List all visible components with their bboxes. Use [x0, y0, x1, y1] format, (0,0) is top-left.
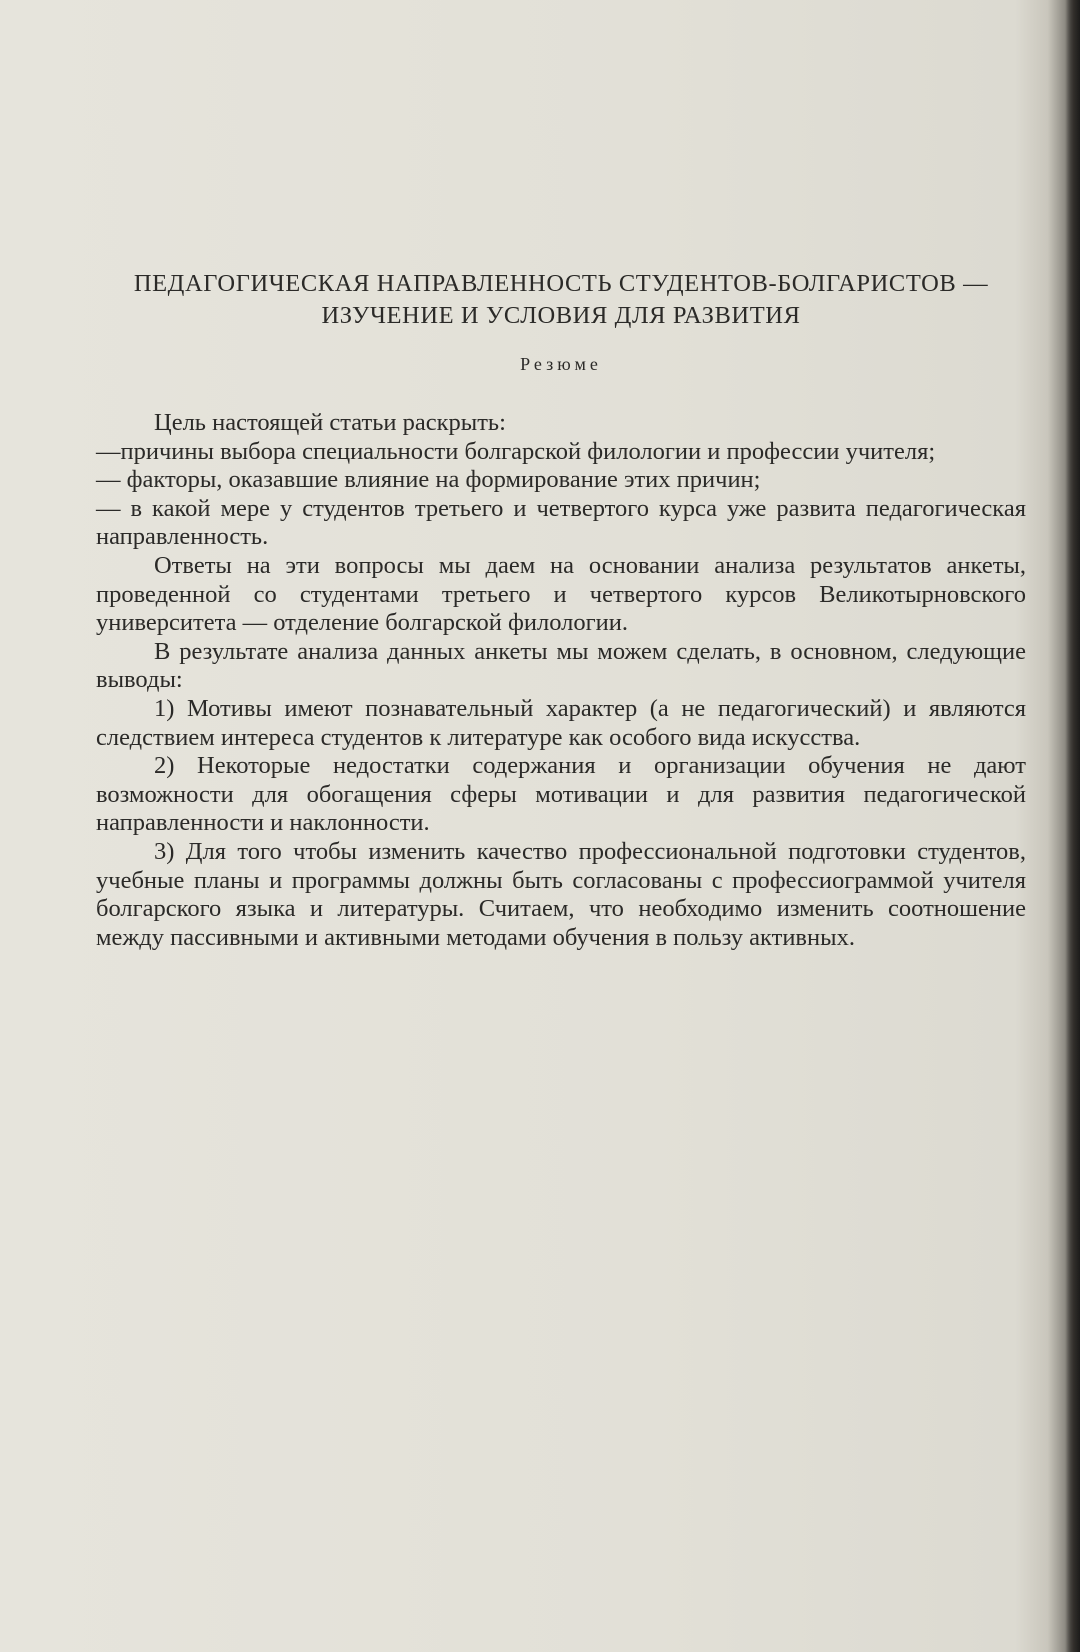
page-edge-shadow — [1066, 0, 1080, 1652]
title-line-2: ИЗУЧЕНИЕ И УСЛОВИЯ ДЛЯ РАЗВИТИЯ — [321, 302, 801, 329]
list-item-reasons: —причины выбора специальности болгарской филологии и профессии учителя; — [96, 437, 936, 465]
conclusion-3: 3) Для того чтобы изменить качество профессиональной подготовки студентов, учебные планы и программы должны быть согласованы с профессиограммой учителя болгарского языка и литературы. Считаем, что необходимо изменить соотношение между пассивными и активными методами обучения в пользу активных. — [96, 837, 1026, 951]
paragraph-results: В результате анализа данных анкеты мы можем сделать, в основном, следующие выводы: — [96, 637, 1026, 694]
paragraph-answers: Ответы на эти вопросы мы даем на основании анализа результатов анкеты, проведенной со студентами третьего и четвертого курсов Великотырновского университета — отделение болгарской филологии. — [96, 551, 1026, 637]
article-content — [96, 268, 1026, 952]
conclusion-2: 2) Некоторые недостатки содержания и организации обучения не дают возможности для обогащения сферы мотивации и для развития педагогической направленности и наклонности. — [96, 752, 1026, 837]
list-item-factors: — факторы, оказавшие влияние на формирование этих причин; — [96, 466, 761, 494]
section-subtitle: Резюме — [520, 354, 602, 374]
paragraph-intro: Цель настоящей статьи раскрыть: — [154, 409, 506, 436]
article-title — [96, 268, 1026, 332]
conclusion-1: 1) Мотивы имеют познавательный характер (а не педагогический) и являются следствием интереса студентов к литературе как особого вида искусства. — [96, 694, 1026, 751]
summary-body — [96, 409, 1026, 952]
list-item-extent: — в какой мере у студентов третьего и четвертого курса уже развита педагогическая направленность. — [96, 494, 1026, 551]
title-line-1: ПЕДАГОГИЧЕСКАЯ НАПРАВЛЕННОСТЬ СТУДЕНТОВ-БОЛГАРИСТОВ — — [133, 270, 989, 297]
